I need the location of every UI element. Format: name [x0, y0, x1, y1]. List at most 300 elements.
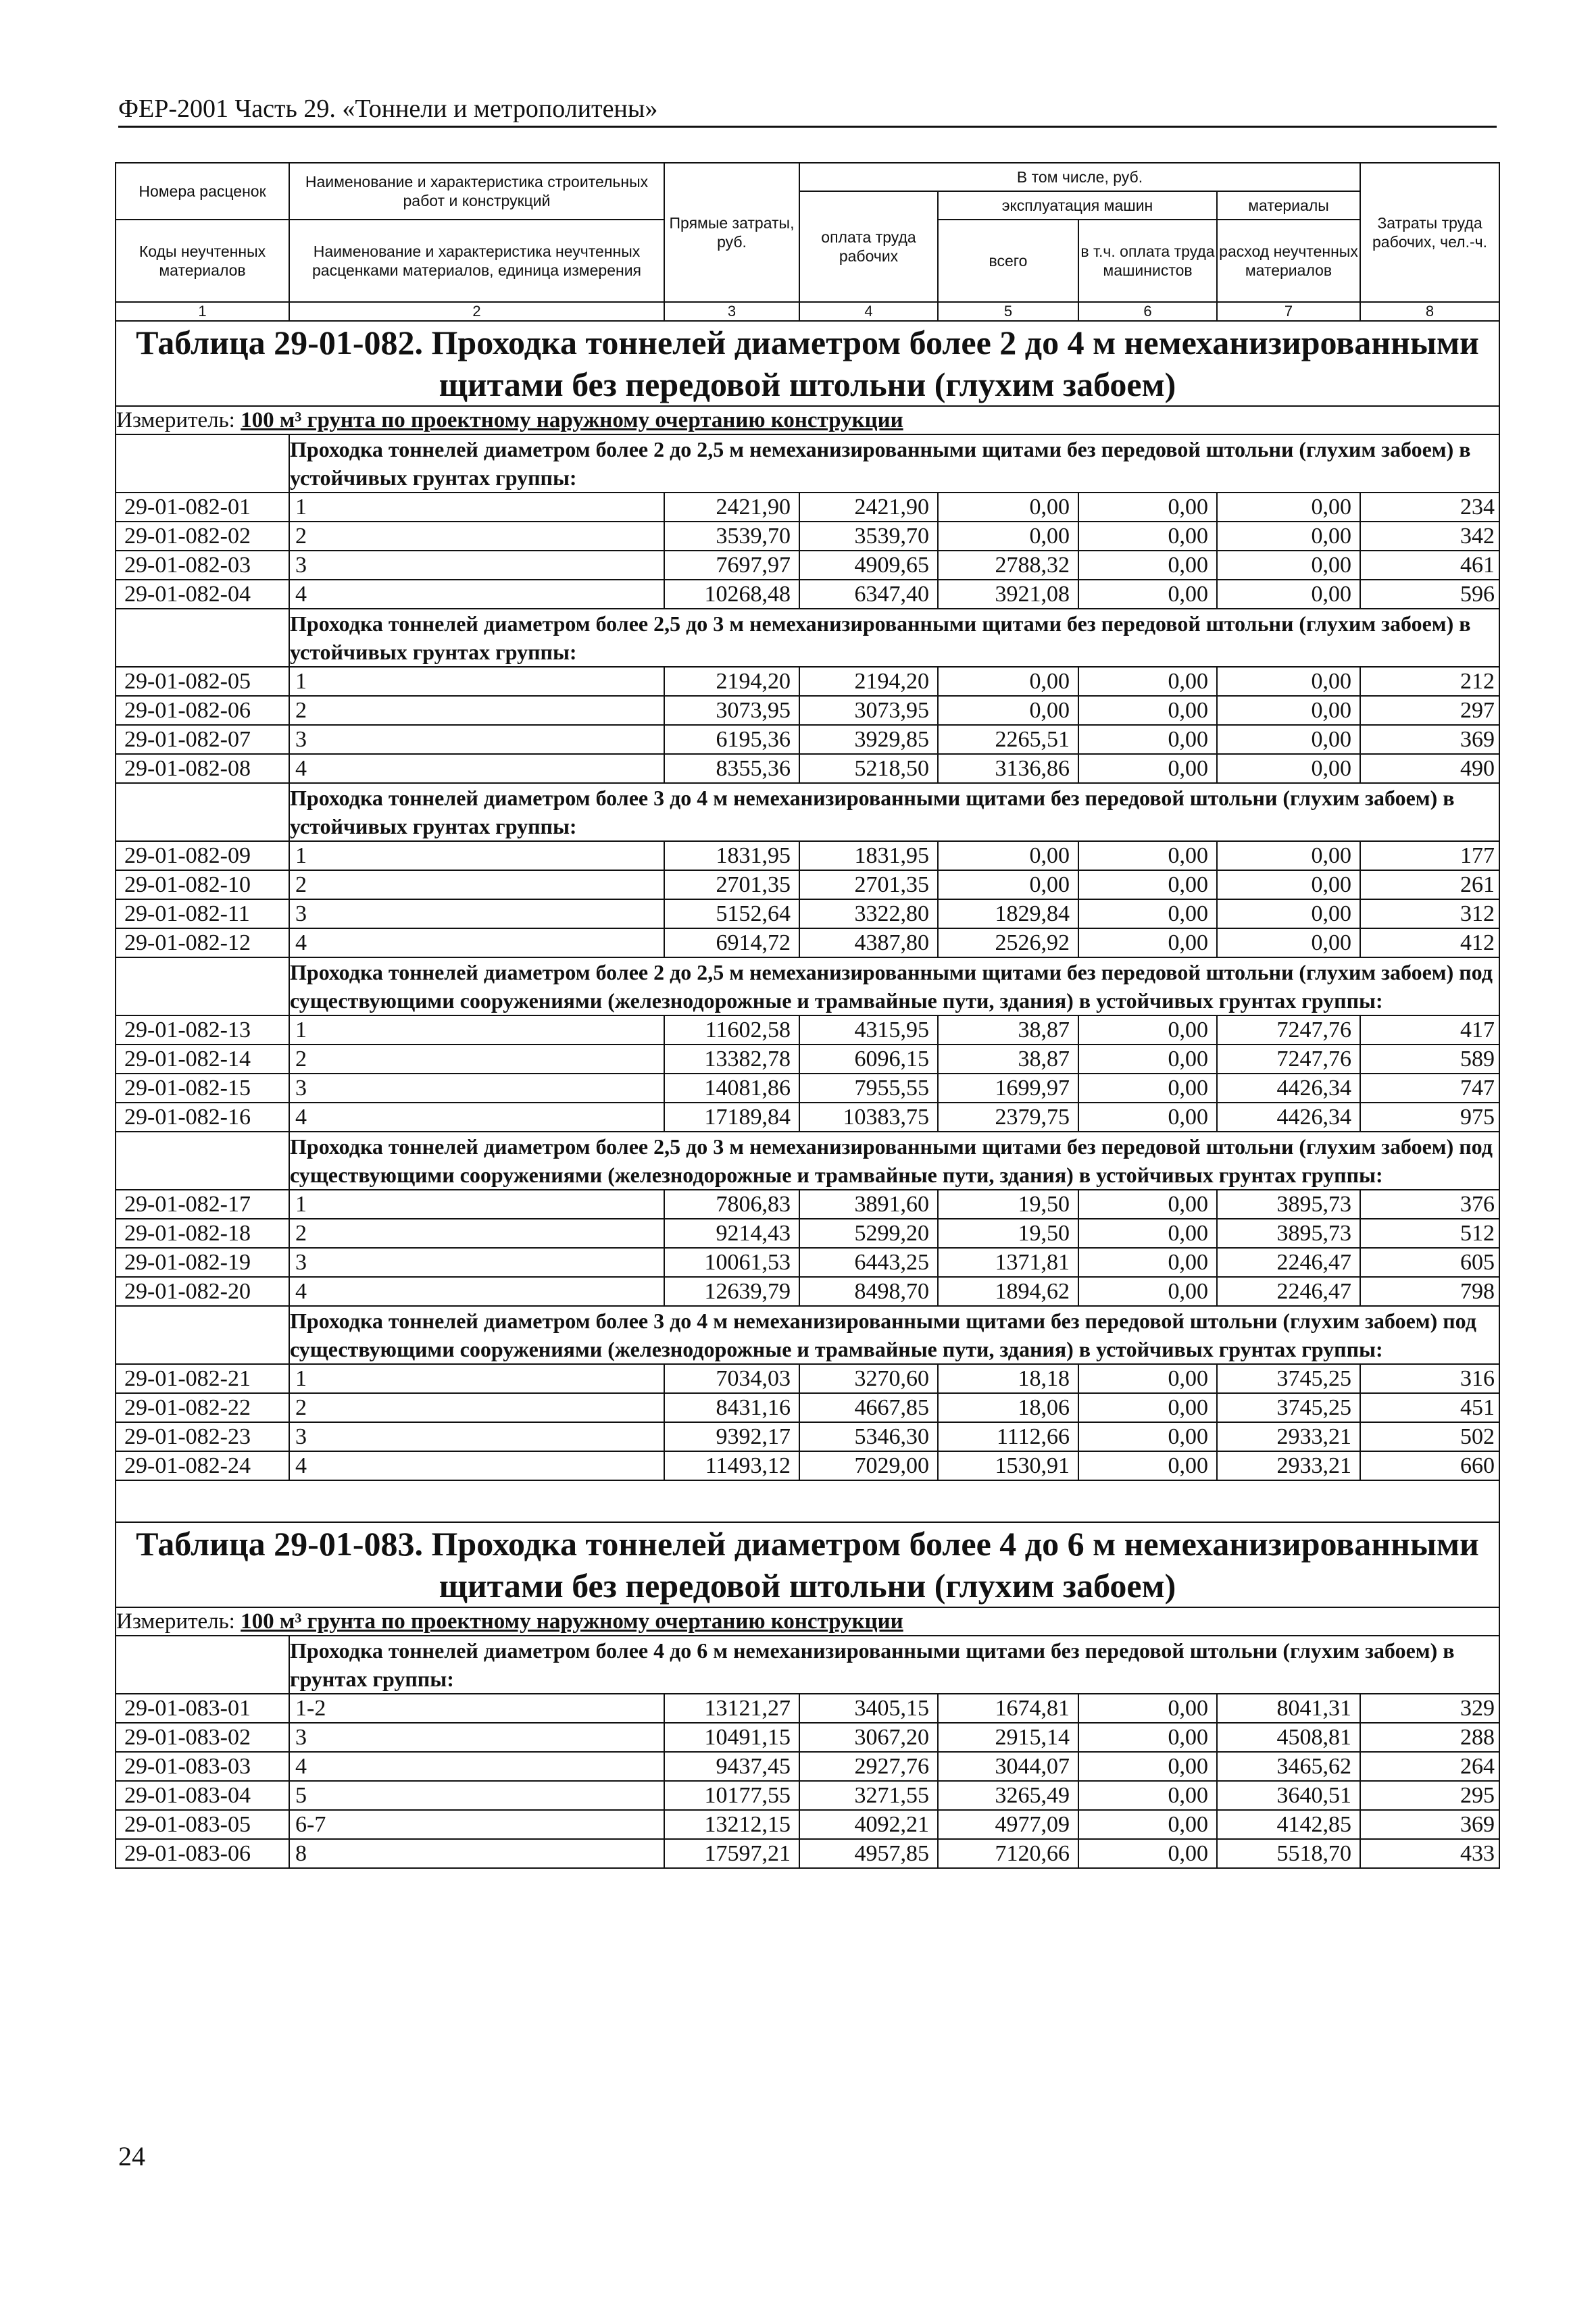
soil-group-cell: 2 [289, 522, 664, 551]
materials-cell: 3465,62 [1217, 1752, 1360, 1781]
header-codes-bottom: Коды неучтенных материалов [116, 220, 289, 302]
materials-cell: 7247,76 [1217, 1045, 1360, 1074]
header-num-8: 8 [1360, 302, 1499, 321]
table-heading: Проходка тоннелей диаметром более 4 до 6 м немеханизированными щитами без передовой штольни (глухим забоем) [431, 1525, 1479, 1605]
measure-cell [116, 1607, 1499, 1636]
soil-group-cell: 3 [289, 1422, 664, 1451]
header-num-6: 6 [1078, 302, 1217, 321]
machines-total-cell: 2526,92 [938, 928, 1078, 957]
rate-code-cell: 29-01-082-16 [116, 1103, 289, 1132]
table-row [116, 1015, 1499, 1045]
machines-total-cell: 0,00 [938, 667, 1078, 696]
header-materials: материалы [1217, 191, 1360, 220]
group-title: Проходка тоннелей диаметром более 4 до 6 м немеханизированными щитами без передовой штольни (глухим забоем) в грунтах группы: [289, 1636, 1499, 1694]
table-heading: Проходка тоннелей диаметром более 2 до 4 м немеханизированными щитами без передовой штольни (глухим забоем) [431, 324, 1479, 403]
labor-hours-cell: 312 [1360, 899, 1499, 928]
machines-total-cell: 4977,09 [938, 1810, 1078, 1839]
labor-hours-cell: 589 [1360, 1045, 1499, 1074]
rate-code-cell: 29-01-083-02 [116, 1723, 289, 1752]
rate-code-cell: 29-01-082-23 [116, 1422, 289, 1451]
labor-pay-cell: 10383,75 [799, 1103, 938, 1132]
materials-cell: 4508,81 [1217, 1723, 1360, 1752]
table-row [116, 1723, 1499, 1752]
machines-operators-cell: 0,00 [1078, 754, 1217, 783]
measure-text: 100 м³ грунта по проектному наружному очертанию конструкции [241, 1609, 903, 1634]
machines-operators-cell: 0,00 [1078, 1045, 1217, 1074]
direct-costs-cell: 13121,27 [664, 1694, 799, 1723]
group-row [116, 1636, 1499, 1694]
rate-code-cell: 29-01-082-19 [116, 1248, 289, 1277]
rate-code-cell: 29-01-083-03 [116, 1752, 289, 1781]
header-num-1: 1 [116, 302, 289, 321]
soil-group-cell: 1-2 [289, 1694, 664, 1723]
rate-code-cell: 29-01-082-04 [116, 580, 289, 609]
header-num-4: 4 [799, 302, 938, 321]
materials-cell: 3895,73 [1217, 1190, 1360, 1219]
table-row [116, 1694, 1499, 1723]
direct-costs-cell: 8431,16 [664, 1393, 799, 1422]
labor-pay-cell: 7955,55 [799, 1074, 938, 1103]
page-number: 24 [118, 2141, 145, 2171]
machines-total-cell: 0,00 [938, 841, 1078, 870]
labor-pay-cell: 6096,15 [799, 1045, 938, 1074]
machines-total-cell: 0,00 [938, 522, 1078, 551]
table-row [116, 551, 1499, 580]
header-machines-total: всего [938, 220, 1078, 302]
machines-operators-cell: 0,00 [1078, 551, 1217, 580]
measure-label: Измеритель: [116, 1609, 241, 1634]
table-row [116, 1277, 1499, 1306]
table-header [116, 163, 1499, 321]
machines-total-cell: 1894,62 [938, 1277, 1078, 1306]
rate-code-cell: 29-01-082-15 [116, 1074, 289, 1103]
direct-costs-cell: 8355,36 [664, 754, 799, 783]
machines-total-cell: 1699,97 [938, 1074, 1078, 1103]
labor-pay-cell: 3270,60 [799, 1364, 938, 1393]
machines-total-cell: 2379,75 [938, 1103, 1078, 1132]
soil-group-cell: 2 [289, 1393, 664, 1422]
group-left-cell [116, 1306, 289, 1364]
materials-cell: 0,00 [1217, 870, 1360, 899]
machines-total-cell: 0,00 [938, 493, 1078, 522]
measure-label: Измеритель: [116, 408, 241, 432]
rate-code-cell: 29-01-082-03 [116, 551, 289, 580]
materials-cell: 3640,51 [1217, 1781, 1360, 1810]
group-title: Проходка тоннелей диаметром более 3 до 4 м немеханизированными щитами без передовой штольни (глухим забоем) в устойчивых грунтах группы: [289, 783, 1499, 841]
labor-pay-cell: 4667,85 [799, 1393, 938, 1422]
group-left-cell [116, 1132, 289, 1190]
table-row [116, 1810, 1499, 1839]
table-row [116, 899, 1499, 928]
rate-code-cell: 29-01-082-20 [116, 1277, 289, 1306]
rate-code-cell: 29-01-083-04 [116, 1781, 289, 1810]
direct-costs-cell: 2194,20 [664, 667, 799, 696]
header-machines-operators: в т.ч. оплата труда машинистов [1078, 220, 1217, 302]
direct-costs-cell: 7806,83 [664, 1190, 799, 1219]
direct-costs-cell: 10177,55 [664, 1781, 799, 1810]
group-row [116, 609, 1499, 667]
labor-pay-cell: 8498,70 [799, 1277, 938, 1306]
table-number: Таблица 29-01-083. [136, 1525, 423, 1563]
machines-total-cell: 1674,81 [938, 1694, 1078, 1723]
table-title [116, 321, 1499, 406]
labor-hours-cell: 417 [1360, 1015, 1499, 1045]
labor-hours-cell: 451 [1360, 1393, 1499, 1422]
table-row [116, 1045, 1499, 1074]
labor-pay-cell: 4092,21 [799, 1810, 938, 1839]
direct-costs-cell: 5152,64 [664, 899, 799, 928]
labor-hours-cell: 177 [1360, 841, 1499, 870]
machines-operators-cell: 0,00 [1078, 1219, 1217, 1248]
machines-total-cell: 1371,81 [938, 1248, 1078, 1277]
table-body [116, 321, 1499, 1868]
table-row [116, 1190, 1499, 1219]
group-title: Проходка тоннелей диаметром более 2,5 до 3 м немеханизированными щитами без передовой штольни (глухим забоем) под существующими сооружениями (железнодорожные и трамвайные пути, здания) в устойчивых грунтах группы: [289, 1132, 1499, 1190]
machines-operators-cell: 0,00 [1078, 928, 1217, 957]
materials-cell: 0,00 [1217, 841, 1360, 870]
machines-operators-cell: 0,00 [1078, 580, 1217, 609]
direct-costs-cell: 10061,53 [664, 1248, 799, 1277]
table-spacer [116, 1480, 1499, 1522]
labor-pay-cell: 3067,20 [799, 1723, 938, 1752]
rate-code-cell: 29-01-082-11 [116, 899, 289, 928]
machines-total-cell: 3136,86 [938, 754, 1078, 783]
direct-costs-cell: 17189,84 [664, 1103, 799, 1132]
labor-pay-cell: 7029,00 [799, 1451, 938, 1480]
labor-hours-cell: 295 [1360, 1781, 1499, 1810]
direct-costs-cell: 6195,36 [664, 725, 799, 754]
machines-operators-cell: 0,00 [1078, 696, 1217, 725]
machines-total-cell: 38,87 [938, 1045, 1078, 1074]
table-title-row [116, 321, 1499, 406]
labor-hours-cell: 342 [1360, 522, 1499, 551]
direct-costs-cell: 9214,43 [664, 1219, 799, 1248]
materials-cell: 3895,73 [1217, 1219, 1360, 1248]
labor-pay-cell: 2701,35 [799, 870, 938, 899]
labor-hours-cell: 316 [1360, 1364, 1499, 1393]
labor-pay-cell: 3891,60 [799, 1190, 938, 1219]
soil-group-cell: 2 [289, 870, 664, 899]
soil-group-cell: 1 [289, 493, 664, 522]
table-row [116, 1219, 1499, 1248]
soil-group-cell: 5 [289, 1781, 664, 1810]
direct-costs-cell: 13382,78 [664, 1045, 799, 1074]
labor-hours-cell: 596 [1360, 580, 1499, 609]
table-row [116, 928, 1499, 957]
labor-pay-cell: 2421,90 [799, 493, 938, 522]
materials-cell: 0,00 [1217, 928, 1360, 957]
rate-code-cell: 29-01-082-12 [116, 928, 289, 957]
machines-total-cell: 1530,91 [938, 1451, 1078, 1480]
materials-cell: 2246,47 [1217, 1277, 1360, 1306]
machines-operators-cell: 0,00 [1078, 725, 1217, 754]
labor-pay-cell: 3322,80 [799, 899, 938, 928]
direct-costs-cell: 17597,21 [664, 1839, 799, 1868]
labor-hours-cell: 212 [1360, 667, 1499, 696]
materials-cell: 8041,31 [1217, 1694, 1360, 1723]
soil-group-cell: 1 [289, 1364, 664, 1393]
table-row [116, 667, 1499, 696]
materials-cell: 0,00 [1217, 667, 1360, 696]
table-row [116, 493, 1499, 522]
materials-cell: 3745,25 [1217, 1364, 1360, 1393]
header-name-top: Наименование и характеристика строительных работ и конструкций [289, 163, 664, 220]
table-row [116, 522, 1499, 551]
soil-group-cell: 2 [289, 1219, 664, 1248]
rate-code-cell: 29-01-083-01 [116, 1694, 289, 1723]
soil-group-cell: 3 [289, 1248, 664, 1277]
machines-total-cell: 7120,66 [938, 1839, 1078, 1868]
header-machines: эксплуатация машин [938, 191, 1217, 220]
group-left-cell [116, 1636, 289, 1694]
measure-row [116, 1607, 1499, 1636]
machines-operators-cell: 0,00 [1078, 493, 1217, 522]
materials-cell: 0,00 [1217, 754, 1360, 783]
table-title-row [116, 1522, 1499, 1607]
table-row [116, 870, 1499, 899]
soil-group-cell: 1 [289, 1190, 664, 1219]
soil-group-cell: 4 [289, 1103, 664, 1132]
rate-code-cell: 29-01-082-01 [116, 493, 289, 522]
machines-total-cell: 19,50 [938, 1190, 1078, 1219]
rate-code-cell: 29-01-082-14 [116, 1045, 289, 1074]
machines-operators-cell: 0,00 [1078, 1723, 1217, 1752]
direct-costs-cell: 14081,86 [664, 1074, 799, 1103]
machines-operators-cell: 0,00 [1078, 1694, 1217, 1723]
header-num-5: 5 [938, 302, 1078, 321]
soil-group-cell: 2 [289, 1045, 664, 1074]
table-number: Таблица 29-01-082. [136, 324, 423, 361]
measure-cell [116, 406, 1499, 434]
group-title: Проходка тоннелей диаметром более 3 до 4 м немеханизированными щитами без передовой штольни (глухим забоем) под существующими сооружениями (железнодорожные и трамвайные пути, здания) в устойчивых грунтах группы: [289, 1306, 1499, 1364]
machines-total-cell: 19,50 [938, 1219, 1078, 1248]
group-row [116, 434, 1499, 493]
soil-group-cell: 3 [289, 551, 664, 580]
labor-hours-cell: 297 [1360, 696, 1499, 725]
group-left-cell [116, 783, 289, 841]
direct-costs-cell: 3539,70 [664, 522, 799, 551]
header-name-bottom: Наименование и характеристика неучтенных расценками материалов, единица измерения [289, 220, 664, 302]
machines-operators-cell: 0,00 [1078, 1248, 1217, 1277]
table-row [116, 1839, 1499, 1868]
header-labor-pay: оплата труда рабочих [799, 191, 938, 302]
materials-cell: 0,00 [1217, 899, 1360, 928]
machines-operators-cell: 0,00 [1078, 1393, 1217, 1422]
group-title: Проходка тоннелей диаметром более 2 до 2,5 м немеханизированными щитами без передовой штольни (глухим забоем) в устойчивых грунтах группы: [289, 434, 1499, 493]
table-row [116, 725, 1499, 754]
machines-operators-cell: 0,00 [1078, 667, 1217, 696]
materials-cell: 2246,47 [1217, 1248, 1360, 1277]
rate-code-cell: 29-01-082-17 [116, 1190, 289, 1219]
table-row [116, 1393, 1499, 1422]
labor-hours-cell: 329 [1360, 1694, 1499, 1723]
labor-hours-cell: 376 [1360, 1190, 1499, 1219]
table-row [116, 580, 1499, 609]
machines-operators-cell: 0,00 [1078, 1103, 1217, 1132]
machines-total-cell: 2265,51 [938, 725, 1078, 754]
machines-operators-cell: 0,00 [1078, 1190, 1217, 1219]
header-num-2: 2 [289, 302, 664, 321]
machines-total-cell: 18,06 [938, 1393, 1078, 1422]
machines-total-cell: 38,87 [938, 1015, 1078, 1045]
header-num-7: 7 [1217, 302, 1360, 321]
machines-operators-cell: 0,00 [1078, 870, 1217, 899]
labor-pay-cell: 4957,85 [799, 1839, 938, 1868]
measure-text: 100 м³ грунта по проектному наружному очертанию конструкции [241, 408, 903, 432]
table-row [116, 841, 1499, 870]
direct-costs-cell: 13212,15 [664, 1810, 799, 1839]
direct-costs-cell: 10268,48 [664, 580, 799, 609]
labor-hours-cell: 512 [1360, 1219, 1499, 1248]
machines-operators-cell: 0,00 [1078, 899, 1217, 928]
direct-costs-cell: 6914,72 [664, 928, 799, 957]
labor-hours-cell: 261 [1360, 870, 1499, 899]
machines-operators-cell: 0,00 [1078, 1422, 1217, 1451]
soil-group-cell: 4 [289, 1451, 664, 1480]
table-row [116, 1451, 1499, 1480]
soil-group-cell: 3 [289, 1074, 664, 1103]
rate-code-cell: 29-01-082-22 [116, 1393, 289, 1422]
machines-total-cell: 3921,08 [938, 580, 1078, 609]
machines-total-cell: 2788,32 [938, 551, 1078, 580]
materials-cell: 2933,21 [1217, 1451, 1360, 1480]
labor-hours-cell: 288 [1360, 1723, 1499, 1752]
header-materials-expense: расход неучтенных материалов [1217, 220, 1360, 302]
direct-costs-cell: 9392,17 [664, 1422, 799, 1451]
labor-pay-cell: 4315,95 [799, 1015, 938, 1045]
machines-total-cell: 0,00 [938, 696, 1078, 725]
soil-group-cell: 4 [289, 580, 664, 609]
header-including: В том числе, руб. [799, 163, 1360, 191]
labor-hours-cell: 975 [1360, 1103, 1499, 1132]
labor-hours-cell: 433 [1360, 1839, 1499, 1868]
materials-cell: 0,00 [1217, 725, 1360, 754]
labor-pay-cell: 3271,55 [799, 1781, 938, 1810]
group-left-cell [116, 957, 289, 1015]
machines-operators-cell: 0,00 [1078, 1752, 1217, 1781]
direct-costs-cell: 7697,97 [664, 551, 799, 580]
rate-code-cell: 29-01-082-18 [116, 1219, 289, 1248]
labor-hours-cell: 490 [1360, 754, 1499, 783]
machines-total-cell: 0,00 [938, 870, 1078, 899]
group-row [116, 783, 1499, 841]
materials-cell: 0,00 [1217, 696, 1360, 725]
soil-group-cell: 1 [289, 667, 664, 696]
spacer-cell [116, 1480, 1499, 1522]
rate-code-cell: 29-01-082-05 [116, 667, 289, 696]
labor-pay-cell: 4387,80 [799, 928, 938, 957]
header-num-3: 3 [664, 302, 799, 321]
table-title [116, 1522, 1499, 1607]
machines-total-cell: 1112,66 [938, 1422, 1078, 1451]
machines-operators-cell: 0,00 [1078, 1364, 1217, 1393]
labor-pay-cell: 3929,85 [799, 725, 938, 754]
soil-group-cell: 3 [289, 725, 664, 754]
machines-operators-cell: 0,00 [1078, 1074, 1217, 1103]
machines-operators-cell: 0,00 [1078, 1810, 1217, 1839]
direct-costs-cell: 7034,03 [664, 1364, 799, 1393]
table-row [116, 754, 1499, 783]
labor-pay-cell: 5218,50 [799, 754, 938, 783]
direct-costs-cell: 10491,15 [664, 1723, 799, 1752]
materials-cell: 4142,85 [1217, 1810, 1360, 1839]
group-left-cell [116, 609, 289, 667]
direct-costs-cell: 3073,95 [664, 696, 799, 725]
direct-costs-cell: 11493,12 [664, 1451, 799, 1480]
labor-pay-cell: 5299,20 [799, 1219, 938, 1248]
header-codes-top: Номера расценок [116, 163, 289, 220]
soil-group-cell: 3 [289, 1723, 664, 1752]
header-labor-cost: Затраты труда рабочих, чел.-ч. [1360, 163, 1499, 302]
rate-code-cell: 29-01-082-02 [116, 522, 289, 551]
materials-cell: 0,00 [1217, 551, 1360, 580]
labor-pay-cell: 2927,76 [799, 1752, 938, 1781]
rate-code-cell: 29-01-082-06 [116, 696, 289, 725]
direct-costs-cell: 9437,45 [664, 1752, 799, 1781]
machines-operators-cell: 0,00 [1078, 1839, 1217, 1868]
rate-code-cell: 29-01-082-10 [116, 870, 289, 899]
soil-group-cell: 4 [289, 754, 664, 783]
machines-operators-cell: 0,00 [1078, 1015, 1217, 1045]
rate-code-cell: 29-01-082-24 [116, 1451, 289, 1480]
group-row [116, 1132, 1499, 1190]
page-header: ФЕР-2001 Часть 29. «Тоннели и метрополитены» [118, 93, 1497, 128]
labor-pay-cell: 1831,95 [799, 841, 938, 870]
table-row [116, 1248, 1499, 1277]
materials-cell: 0,00 [1217, 522, 1360, 551]
measure-row [116, 406, 1499, 434]
direct-costs-cell: 2421,90 [664, 493, 799, 522]
labor-pay-cell: 6443,25 [799, 1248, 938, 1277]
labor-pay-cell: 3539,70 [799, 522, 938, 551]
soil-group-cell: 3 [289, 899, 664, 928]
labor-pay-cell: 3405,15 [799, 1694, 938, 1723]
labor-pay-cell: 6347,40 [799, 580, 938, 609]
materials-cell: 7247,76 [1217, 1015, 1360, 1045]
rate-code-cell: 29-01-083-05 [116, 1810, 289, 1839]
soil-group-cell: 2 [289, 696, 664, 725]
direct-costs-cell: 1831,95 [664, 841, 799, 870]
materials-cell: 2933,21 [1217, 1422, 1360, 1451]
direct-costs-cell: 2701,35 [664, 870, 799, 899]
labor-hours-cell: 369 [1360, 1810, 1499, 1839]
soil-group-cell: 6-7 [289, 1810, 664, 1839]
table-row [116, 696, 1499, 725]
materials-cell: 4426,34 [1217, 1103, 1360, 1132]
group-title: Проходка тоннелей диаметром более 2 до 2,5 м немеханизированными щитами без передовой штольни (глухим забоем) под существующими сооружениями (железнодорожные и трамвайные пути, здания) в устойчивых грунтах группы: [289, 957, 1499, 1015]
machines-total-cell: 1829,84 [938, 899, 1078, 928]
labor-hours-cell: 412 [1360, 928, 1499, 957]
labor-hours-cell: 461 [1360, 551, 1499, 580]
labor-hours-cell: 605 [1360, 1248, 1499, 1277]
machines-operators-cell: 0,00 [1078, 1451, 1217, 1480]
rate-code-cell: 29-01-082-13 [116, 1015, 289, 1045]
table-row [116, 1781, 1499, 1810]
soil-group-cell: 1 [289, 1015, 664, 1045]
machines-operators-cell: 0,00 [1078, 841, 1217, 870]
group-title: Проходка тоннелей диаметром более 2,5 до 3 м немеханизированными щитами без передовой штольни (глухим забоем) в устойчивых грунтах группы: [289, 609, 1499, 667]
machines-operators-cell: 0,00 [1078, 1781, 1217, 1810]
labor-hours-cell: 234 [1360, 493, 1499, 522]
labor-pay-cell: 4909,65 [799, 551, 938, 580]
labor-hours-cell: 369 [1360, 725, 1499, 754]
rate-code-cell: 29-01-082-09 [116, 841, 289, 870]
soil-group-cell: 4 [289, 928, 664, 957]
labor-hours-cell: 747 [1360, 1074, 1499, 1103]
direct-costs-cell: 12639,79 [664, 1277, 799, 1306]
rate-code-cell: 29-01-082-08 [116, 754, 289, 783]
soil-group-cell: 1 [289, 841, 664, 870]
